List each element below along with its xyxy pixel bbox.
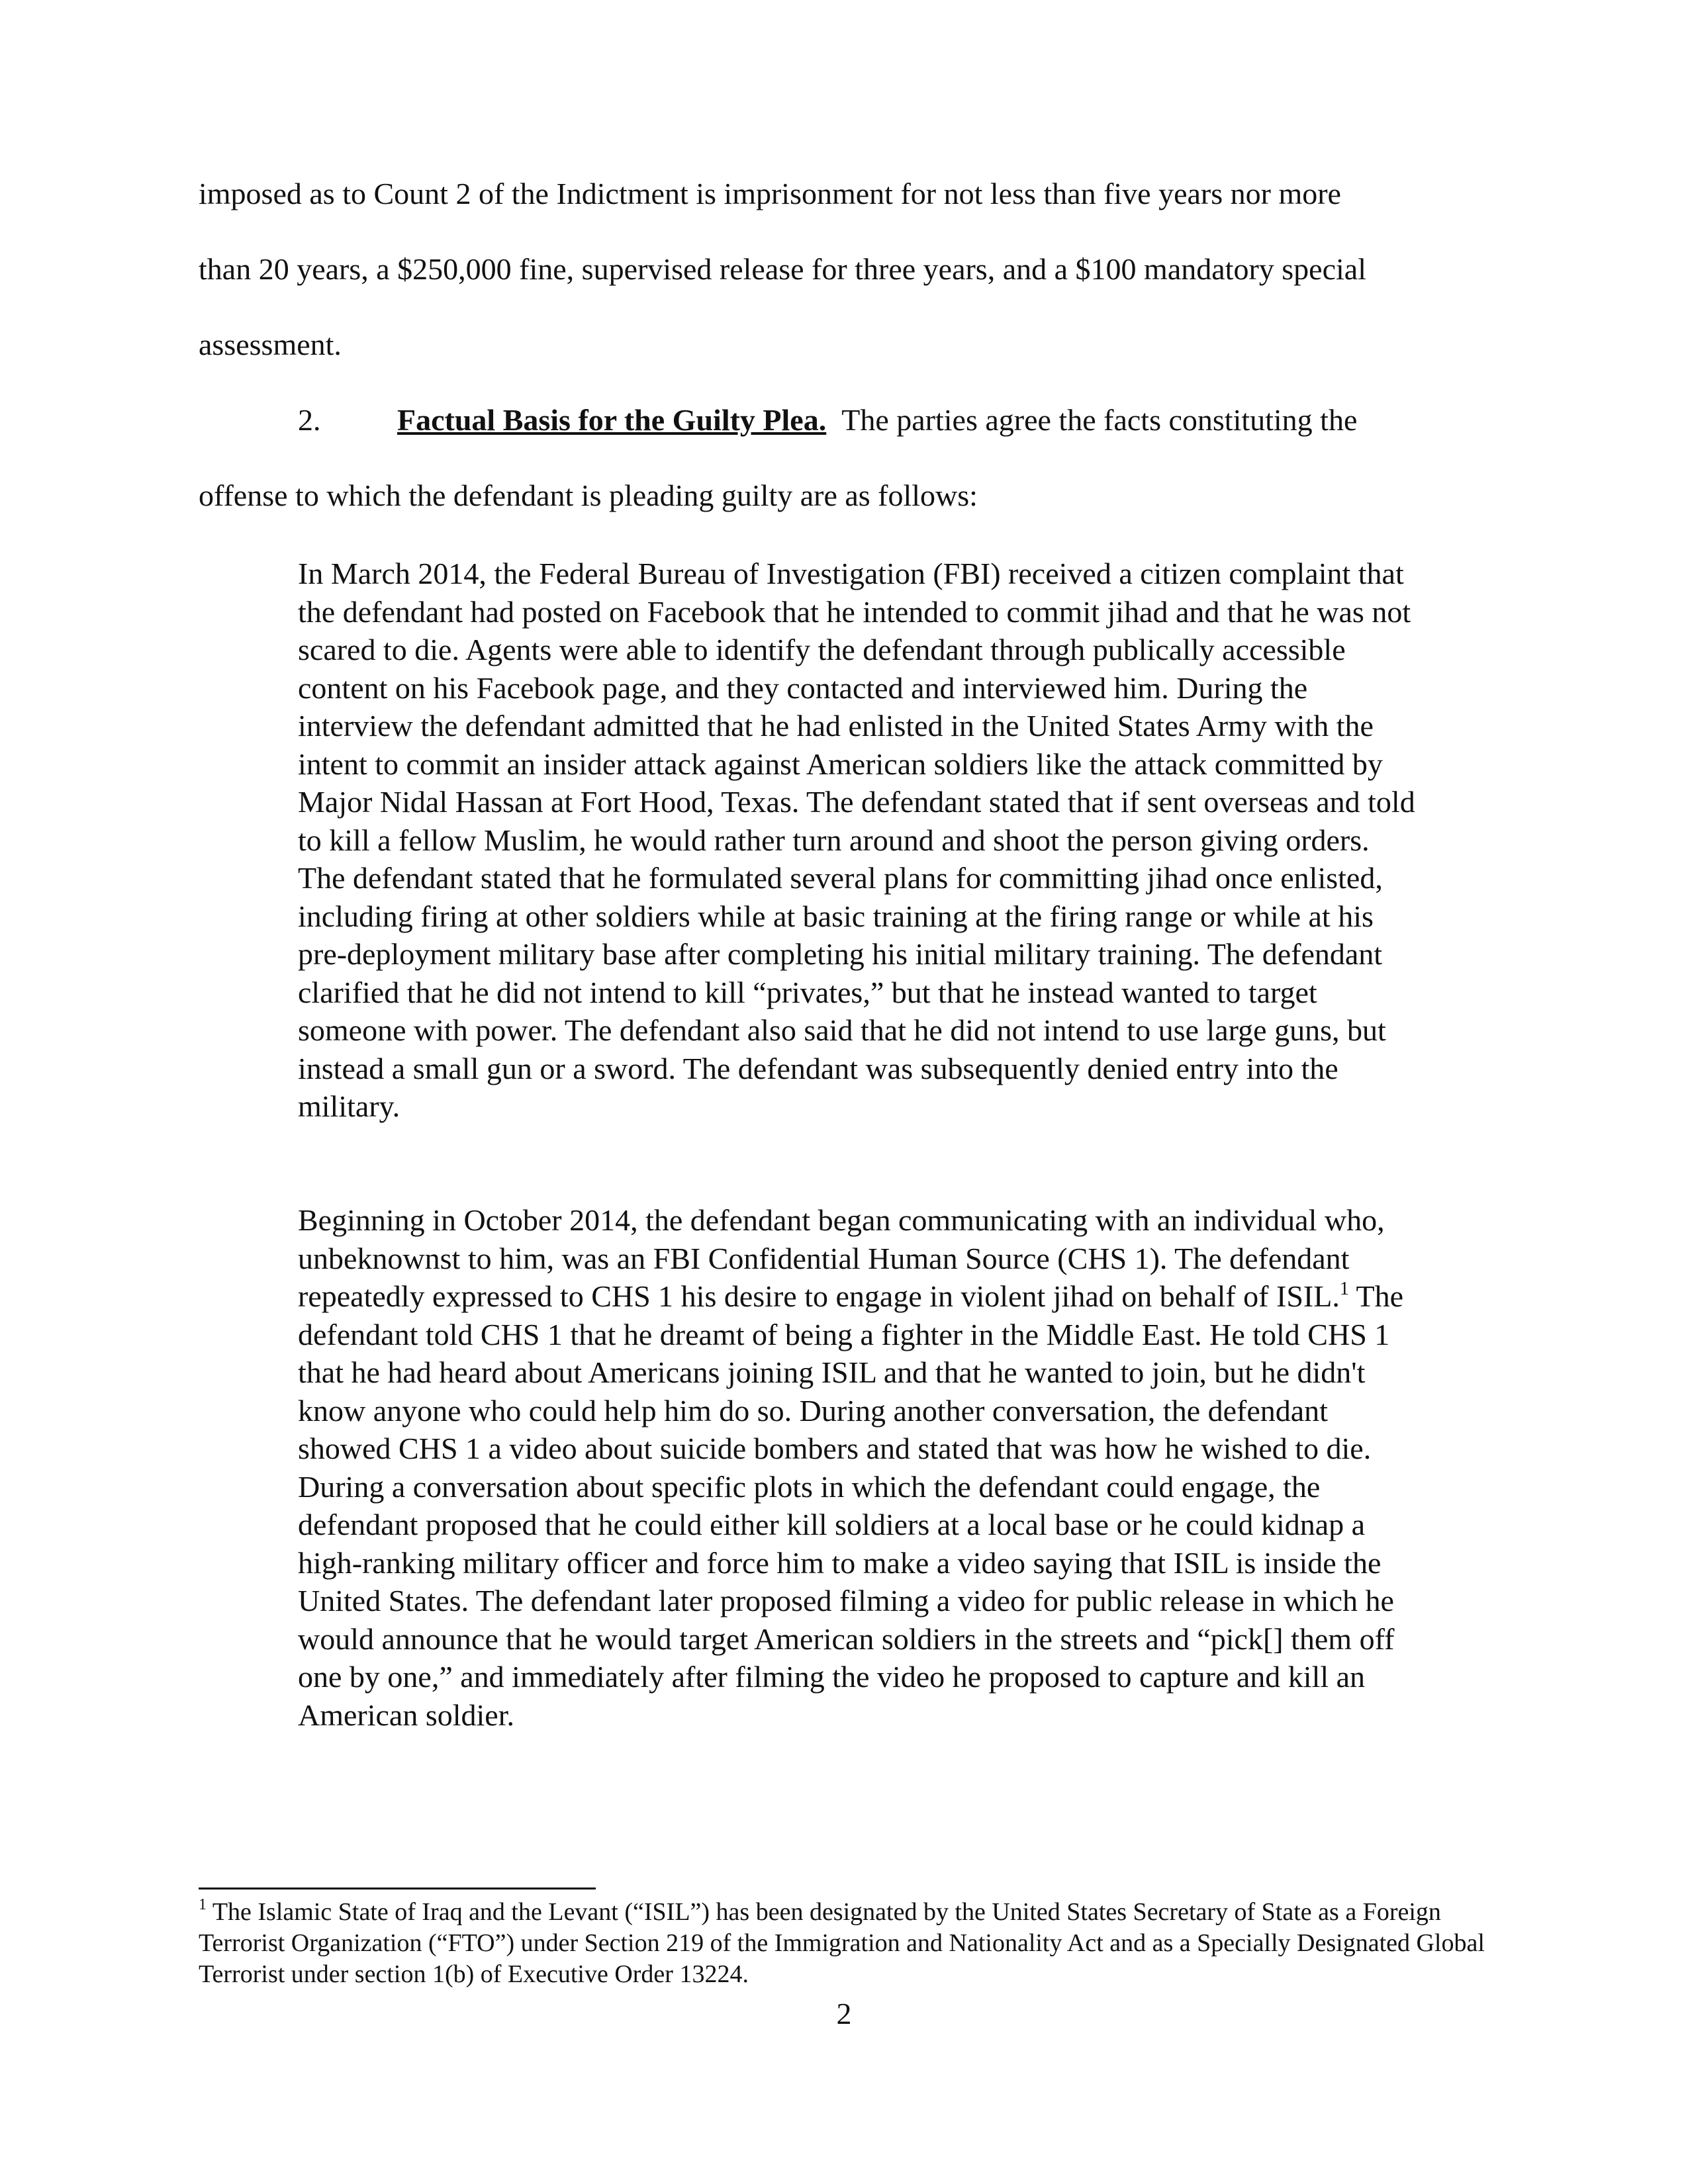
body-text-line: assessment. [199,328,342,361]
footnote-reference[interactable]: 1 [1339,1279,1349,1299]
footnote-text: The Islamic State of Iraq and the Levant (“ISIL”) has been designated by the United States Secretary of State as a Foreign Terrorist Organization (“FTO”) under Section 219 of the Immigration and Nationality Act and as a Specially Designated Global Terrorist under section 1(b) of Executive Order 13224. [199,1898,1485,1988]
footnote-marker: 1 [199,1896,207,1913]
quoted-text: The defendant told CHS 1 that he dreamt of being a fighter in the Middle East. He told CHS 1 that he had heard about Americans joining ISIL and that he wanted to join, but he didn't know anyone who could help him do so. During another conversation, the defendant showed CHS 1 a video about suicide bombers and stated that was how he wished to die. During a conversation about specific plots in which the defendant could engage, the defendant proposed that he could either kill soldiers at a local base or he could kidnap a high-ranking military officer and force him to make a video saying that ISIL is inside the United States. The defendant later proposed filming a video for public release in which he would announce that he would target American soldiers in the streets and “pick[] them off one by one,” and immediately after filming the video he proposed to capture and kill an American soldier. [298,1279,1404,1732]
body-text-line: imposed as to Count 2 of the Indictment is imprisonment for not less than five years nor more [199,177,1341,210]
section-number: 2. [298,403,321,437]
section-heading: Factual Basis for the Guilty Plea. [397,403,827,437]
section-continuation: offense to which the defendant is pleading guilty are as follows: [199,478,978,512]
footnote-separator [199,1888,596,1889]
body-text-line: than 20 years, a $250,000 fine, supervised release for three years, and a $100 mandatory special [199,252,1366,286]
footnote [199,1897,1489,1990]
page-number: 2 [836,1997,852,2030]
quoted-text: Beginning in October 2014, the defendant began communicating with an individual who, unbeknownst to him, was an FBI Confidential Human Source (CHS 1). The defendant repeatedly expressed to CHS 1 his desire to engage in violent jihad on behalf of ISIL. [298,1203,1385,1313]
quoted-paragraph [298,1201,1423,1734]
quoted-paragraph: In March 2014, the Federal Bureau of Investigation (FBI) received a citizen complaint that the defendant had posted on Facebook that he intended to commit jihad and that he was not scared to die. Agents were able to identify the defendant through publically accessible content on his Facebook page, and they contacted and interviewed him. During the interview the defendant admitted that he had enlisted in the United States Army with the intent to commit an insider attack against American soldiers like the attack committed by Major Nidal Hassan at Fort Hood, Texas. The defendant stated that if sent overseas and told to kill a fellow Muslim, he would rather turn around and shoot the person giving orders. The defendant stated that he formulated several plans for committing jihad once enlisted, including firing at other soldiers while at basic training at the firing range or while at his pre-deployment military base after completing his initial military training. The defendant clarified that he did not intend to kill “privates,” but that he instead wanted to target someone with power. The defendant also said that he did not intend to use large guns, but instead a small gun or a sword. The defendant was subsequently denied entry into the military. [298,557,1415,1123]
section-lead-in: The parties agree the facts constituting the [841,403,1358,437]
section-heading-line [397,404,1357,437]
